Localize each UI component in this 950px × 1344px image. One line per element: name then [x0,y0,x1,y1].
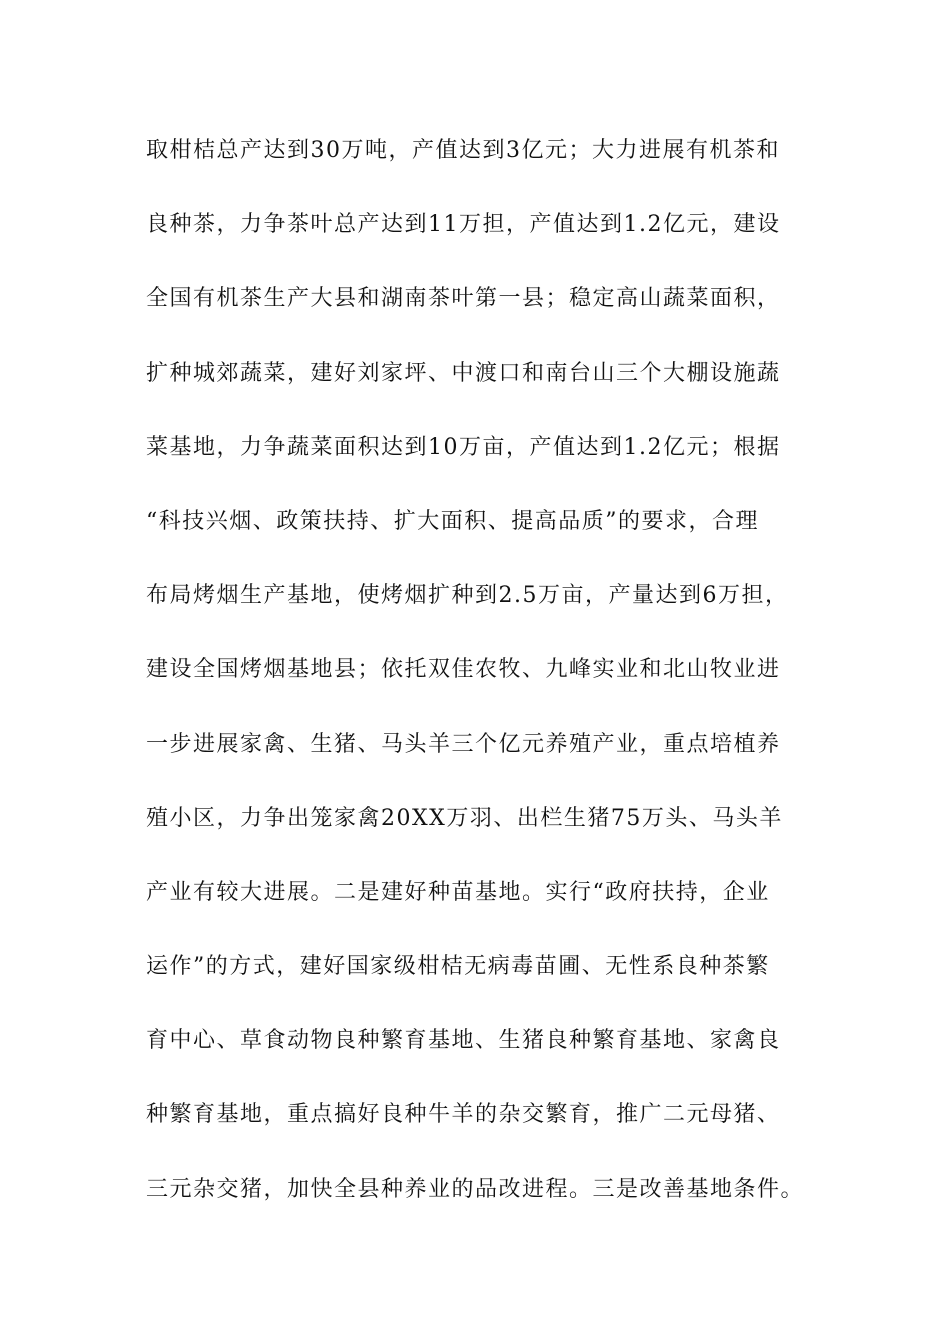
text-line: 一步进展家禽、生猪、马头羊三个亿元养殖产业，重点培植养 [146,731,781,757]
text-line: 运作”的方式，建好国家级柑桔无病毒苗圃、无性系良种茶繁 [146,954,770,980]
text-line: 扩种城郊蔬菜，建好刘家坪、中渡口和南台山三个大棚设施蔬 [146,360,781,386]
text-line: 育中心、草食动物良种繁育基地、生猪良种繁育基地、家禽良 [146,1028,781,1054]
text-line: 种繁育基地，重点搞好良种牛羊的杂交繁育，推广二元母猪、 [146,1102,781,1128]
text-line: 全国有机茶生产大县和湖南茶叶第一县；稳定高山蔬菜面积， [146,286,781,312]
text-line: 取柑桔总产达到30万吨，产值达到3亿元；大力进展有机茶和 [146,138,780,163]
text-line: 良种茶，力争茶叶总产达到11万担，产值达到1.2亿元，建设 [146,212,781,238]
text-line: 布局烤烟生产基地，使烤烟扩种到2.5万亩，产量达到6万担， [146,583,789,609]
text-line: 三元杂交猪，加快全县种养业的品改进程。三是改善基地条件。 [146,1176,805,1202]
body-text [146,132,846,1245]
text-line: 菜基地，力争蔬菜面积达到10万亩，产值达到1.2亿元；根据 [146,434,781,460]
text-line: 殖小区，力争出笼家禽20XX万羽、出栏生猪75万头、马头羊 [146,805,783,831]
text-line: 建设全国烤烟基地县；依托双佳农牧、九峰实业和北山牧业进 [146,657,781,683]
text-line: 产业有较大进展。二是建好种苗基地。实行“政府扶持，企业 [146,879,770,905]
text-line: “科技兴烟、政策扶持、扩大面积、提高品质”的要求，合理 [146,508,759,534]
